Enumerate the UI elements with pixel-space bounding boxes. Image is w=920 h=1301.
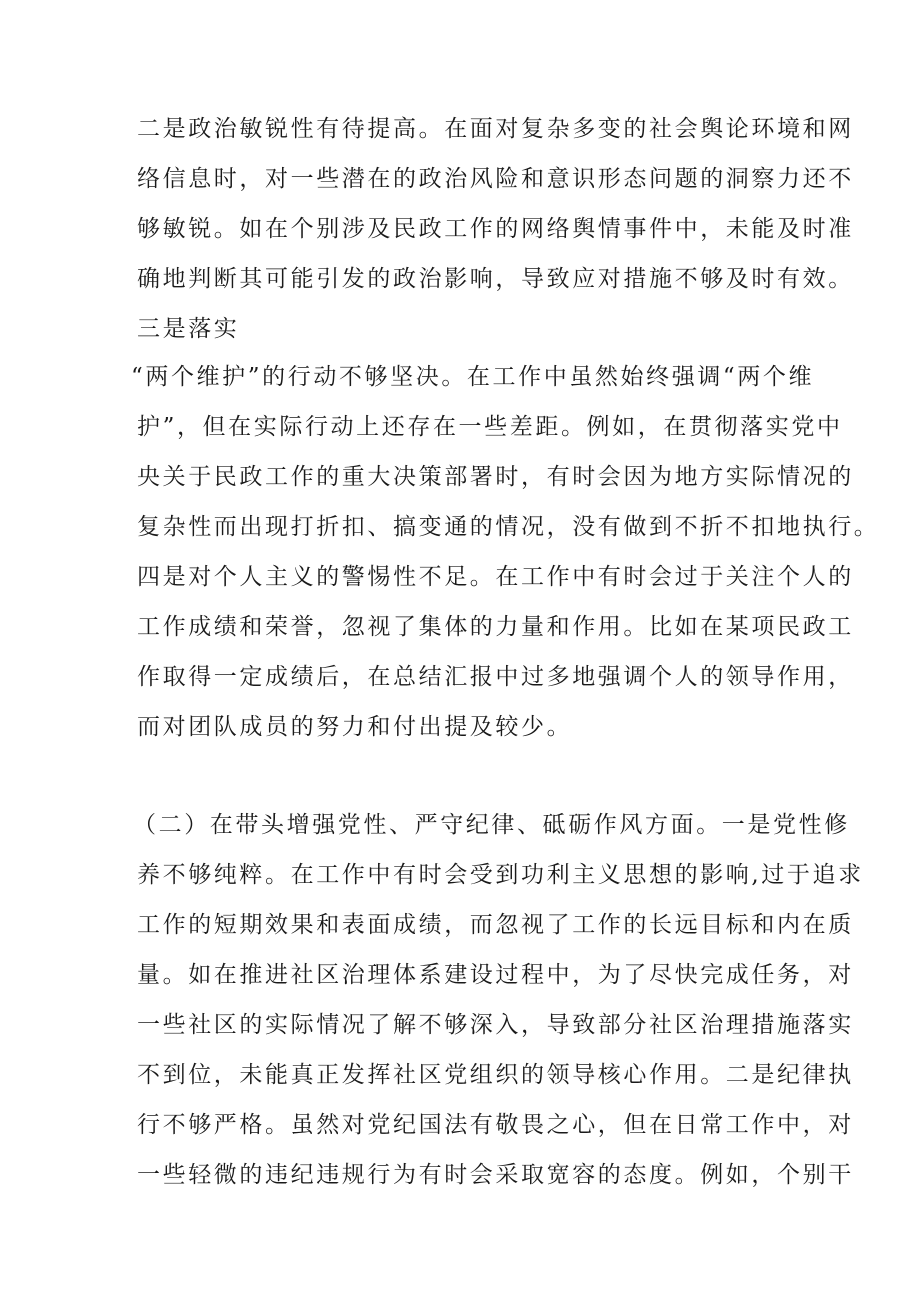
text-line: 三是落实 (137, 316, 240, 342)
text-line: 工作的短期效果和表面成绩，而忽视了工作的长远目标和内在质 (137, 912, 854, 938)
text-line: 确地判断其可能引发的政治影响，导致应对措施不够及时有效。 (137, 266, 854, 292)
text-line: 够敏锐。如在个别涉及民政工作的网络舆情事件中，未能及时准 (137, 216, 854, 242)
text-line: 四是对个人主义的警惕性不足。在工作中有时会过于关注个人的 (137, 564, 854, 590)
text-line: 养不够纯粹。在工作中有时会受到功利主义思想的影响,过于追求 (137, 862, 864, 888)
text-line: 一些轻微的违纪违规行为有时会采取宽容的态度。例如，个别干 (137, 1162, 854, 1188)
section-heading-line: （二）在带头增强党性、严守纪律、砥砺作风方面。一是党性修 (133, 812, 850, 838)
text-line: 行不够严格。虽然对党纪国法有敬畏之心，但在日常工作中，对 (137, 1112, 854, 1138)
text-line: 二是政治敏锐性有待提高。在面对复杂多变的社会舆论环境和网 (137, 116, 854, 142)
text-line: 工作成绩和荣誉，忽视了集体的力量和作用。比如在某项民政工 (137, 614, 854, 640)
text-line: 复杂性而出现打折扣、搞变通的情况，没有做到不折不扣地执行。 (137, 514, 880, 540)
text-line: 而对团队成员的努力和付出提及较少。 (137, 714, 573, 740)
text-line: 不到位，未能真正发挥社区党组织的领导核心作用。二是纪律执 (137, 1062, 854, 1088)
text-line: 量。如在推进社区治理体系建设过程中，为了尽快完成任务，对 (137, 962, 854, 988)
text-line: 央关于民政工作的重大决策部署时，有时会因为地方实际情况的 (137, 464, 854, 490)
text-line: 护”，但在实际行动上还存在一些差距。例如，在贯彻落实党中 (137, 414, 843, 440)
text-line: “两个维护”的行动不够坚决。在工作中虽然始终强调“两个维 (131, 364, 815, 390)
text-line: 络信息时，对一些潜在的政治风险和意识形态问题的洞察力还不 (137, 166, 854, 192)
text-line: 一些社区的实际情况了解不够深入，导致部分社区治理措施落实 (137, 1012, 854, 1038)
text-line: 作取得一定成绩后，在总结汇报中过多地强调个人的领导作用， (137, 664, 854, 690)
